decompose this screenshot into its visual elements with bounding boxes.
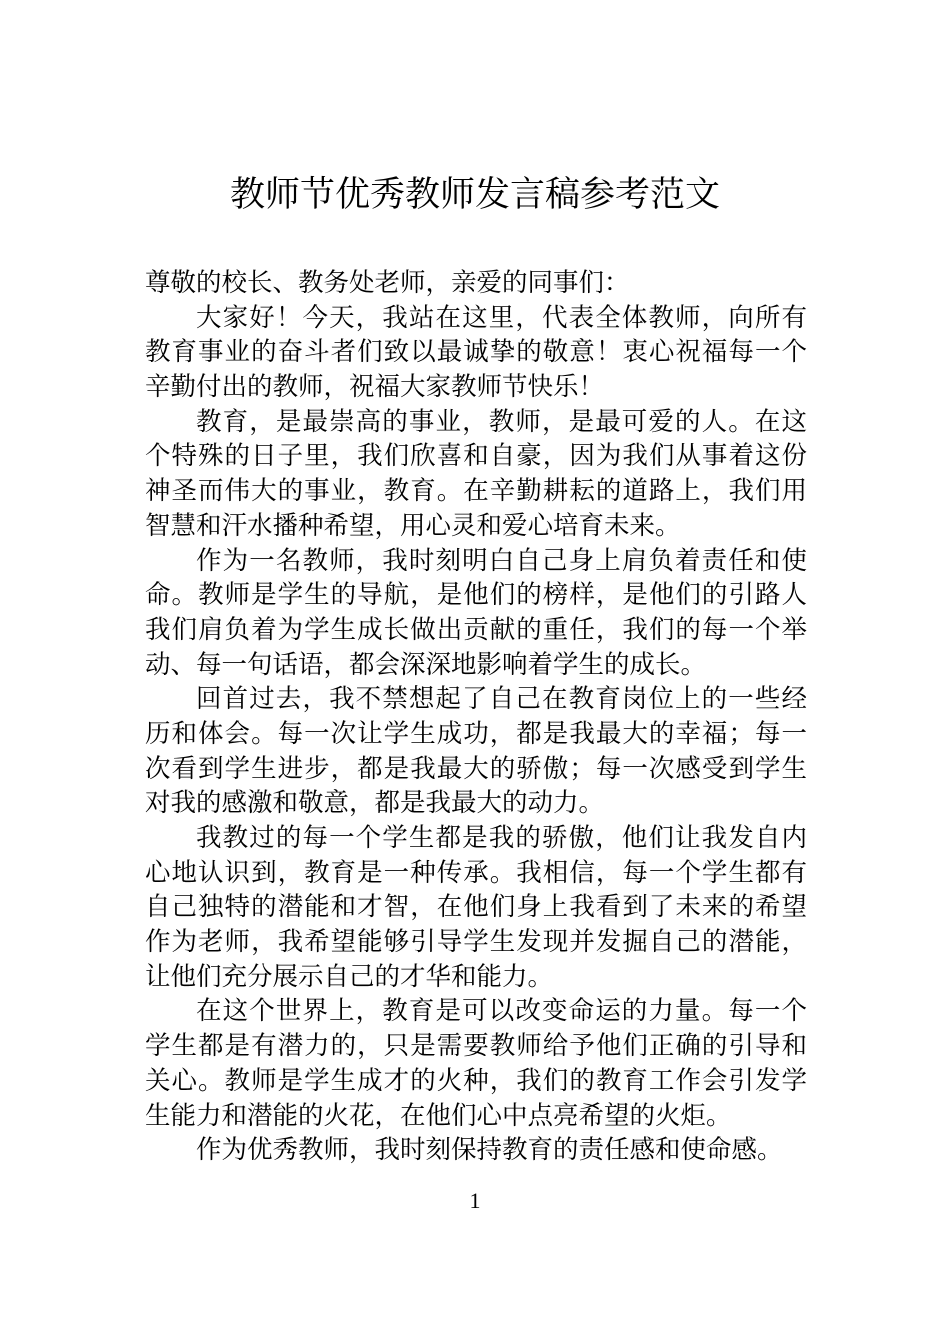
text-line: 大家好！今天，我站在这里，代表全体教师，向所有 (196, 302, 807, 333)
text-line: 尊敬的校长、教务处老师，亲爱的同事们： (145, 268, 630, 298)
text-line: 智慧和汗水播种希望，用心灵和爱心培育未来。 (145, 510, 681, 541)
text-line: 个特殊的日子里，我们欣喜和自豪，因为我们从事着这份 (145, 441, 807, 472)
text-line: 生能力和潜能的火花，在他们心中点亮希望的火炬。 (145, 1100, 732, 1131)
text-line: 历和体会。每一次让学生成功，都是我最大的幸福；每一 (145, 718, 807, 749)
text-line: 我教过的每一个学生都是我的骄傲，他们让我发自内 (196, 823, 807, 853)
text-line: 我们肩负着为学生成长做出贡献的重任，我们的每一个举 (145, 614, 807, 645)
text-line: 自己独特的潜能和才智，在他们身上我看到了未来的希望 (145, 892, 807, 923)
page-number: 1 (469, 1188, 481, 1213)
text-line: 对我的感激和敬意，都是我最大的动力。 (145, 788, 605, 819)
text-line: 回首过去，我不禁想起了自己在教育岗位上的一些经 (196, 684, 807, 715)
text-line: 辛勤付出的教师，祝福大家教师节快乐！ (145, 372, 605, 403)
text-line: 作为优秀教师，我时刻保持教育的责任感和使命感。 (196, 1135, 783, 1166)
text-line: 关心。教师是学生成才的火种，我们的教育工作会引发学 (145, 1065, 807, 1096)
text-line: 让他们充分展示自己的才华和能力。 (145, 961, 554, 992)
text-line: 教育事业的奋斗者们致以最诚挚的敬意！衷心祝福每一个 (145, 337, 807, 368)
text-line: 作为老师，我希望能够引导学生发现并发掘自己的潜能， (145, 927, 807, 958)
text-line: 次看到学生进步，都是我最大的骄傲；每一次感受到学生 (145, 753, 807, 784)
text-line: 教育，是最崇高的事业，教师，是最可爱的人。在这 (196, 406, 807, 437)
document-title: 教师节优秀教师发言稿参考范文 (229, 175, 720, 215)
text-line: 神圣而伟大的事业，教育。在辛勤耕耘的道路上，我们用 (145, 476, 807, 507)
text-line: 学生都是有潜力的，只是需要教师给予他们正确的引导和 (145, 1031, 807, 1062)
document-body (145, 266, 807, 1168)
text-line: 动、每一句话语，都会深深地影响着学生的成长。 (145, 649, 707, 680)
text-line: 作为一名教师，我时刻明白自己身上肩负着责任和使 (196, 545, 807, 576)
text-line: 命。教师是学生的导航，是他们的榜样，是他们的引路人 (145, 580, 807, 611)
text-line: 在这个世界上，教育是可以改变命运的力量。每一个 (196, 996, 807, 1027)
text-line: 心地认识到，教育是一种传承。我相信，每一个学生都有 (145, 857, 807, 888)
